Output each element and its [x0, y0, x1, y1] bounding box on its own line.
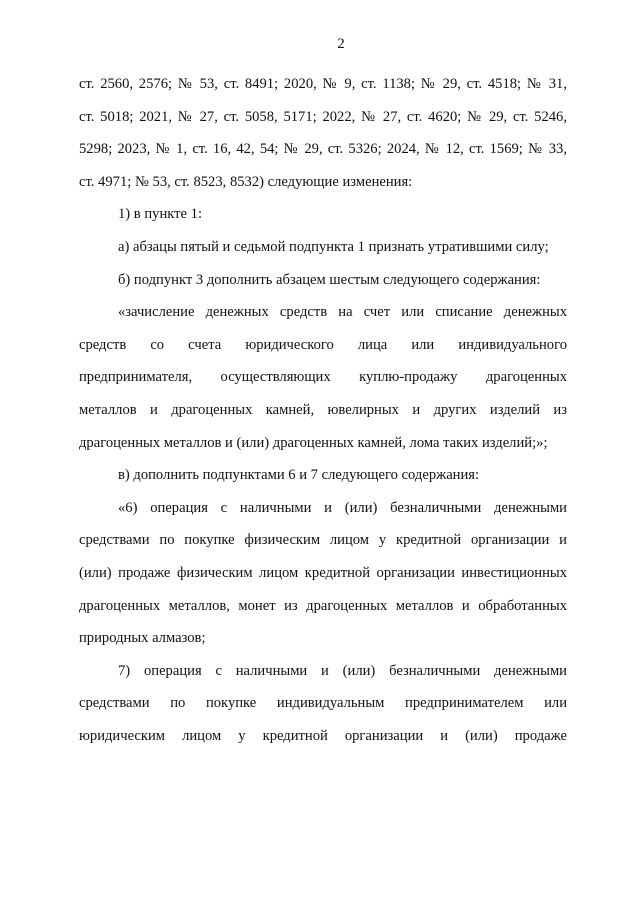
- text-line: средствами по покупке физическим лицом у кредитной организации и: [79, 532, 567, 549]
- text-line: природных алмазов;: [79, 630, 206, 647]
- text-line: «зачисление денежных средств на счет или списание денежных: [118, 304, 567, 321]
- text-line: 5298; 2023, № 1, ст. 16, 42, 54; № 29, ст. 5326; 2024, № 12, ст. 1569; № 33,: [79, 141, 567, 158]
- page-number: 2: [337, 36, 345, 52]
- text-line: ст. 2560, 2576; № 53, ст. 8491; 2020, № 9, ст. 1138; № 29, ст. 4518; № 31,: [79, 76, 567, 92]
- text-line: (или) продаже физическим лицом кредитной организации инвестиционных: [79, 564, 567, 581]
- text-line: предпринимателя, осуществляющих куплю-продажу драгоценных: [79, 369, 567, 386]
- text-line: юридическим лицом у кредитной организации и (или) продаже: [79, 727, 567, 744]
- text-line: драгоценных металлов, монет из драгоценных металлов и обработанных: [79, 597, 567, 614]
- text-line: а) абзацы пятый и седьмой подпункта 1 признать утратившими силу;: [118, 238, 549, 255]
- text-line: средствами по покупке индивидуальным предпринимателем или: [79, 695, 567, 712]
- document-body: [79, 68, 567, 752]
- text-line: 7) операция с наличными и (или) безналичными денежными: [118, 662, 567, 679]
- text-line: 1) в пункте 1:: [118, 206, 203, 223]
- text-line: ст. 5018; 2021, № 27, ст. 5058, 5171; 2022, № 27, ст. 4620; № 29, ст. 5246,: [79, 108, 567, 125]
- text-line: металлов и драгоценных камней, ювелирных и других изделий из: [79, 401, 567, 418]
- text-line: б) подпункт 3 дополнить абзацем шестым следующего содержания:: [118, 271, 541, 288]
- text-line: в) дополнить подпунктами 6 и 7 следующего содержания:: [118, 467, 480, 484]
- text-line: драгоценных металлов и (или) драгоценных камней, лома таких изделий;»;: [79, 434, 548, 451]
- text-line: ст. 4971; № 53, ст. 8523, 8532) следующие изменения:: [79, 173, 413, 190]
- text-line: «6) операция с наличными и (или) безналичными денежными: [118, 499, 567, 516]
- text-line: средств со счета юридического лица или индивидуального: [79, 336, 567, 353]
